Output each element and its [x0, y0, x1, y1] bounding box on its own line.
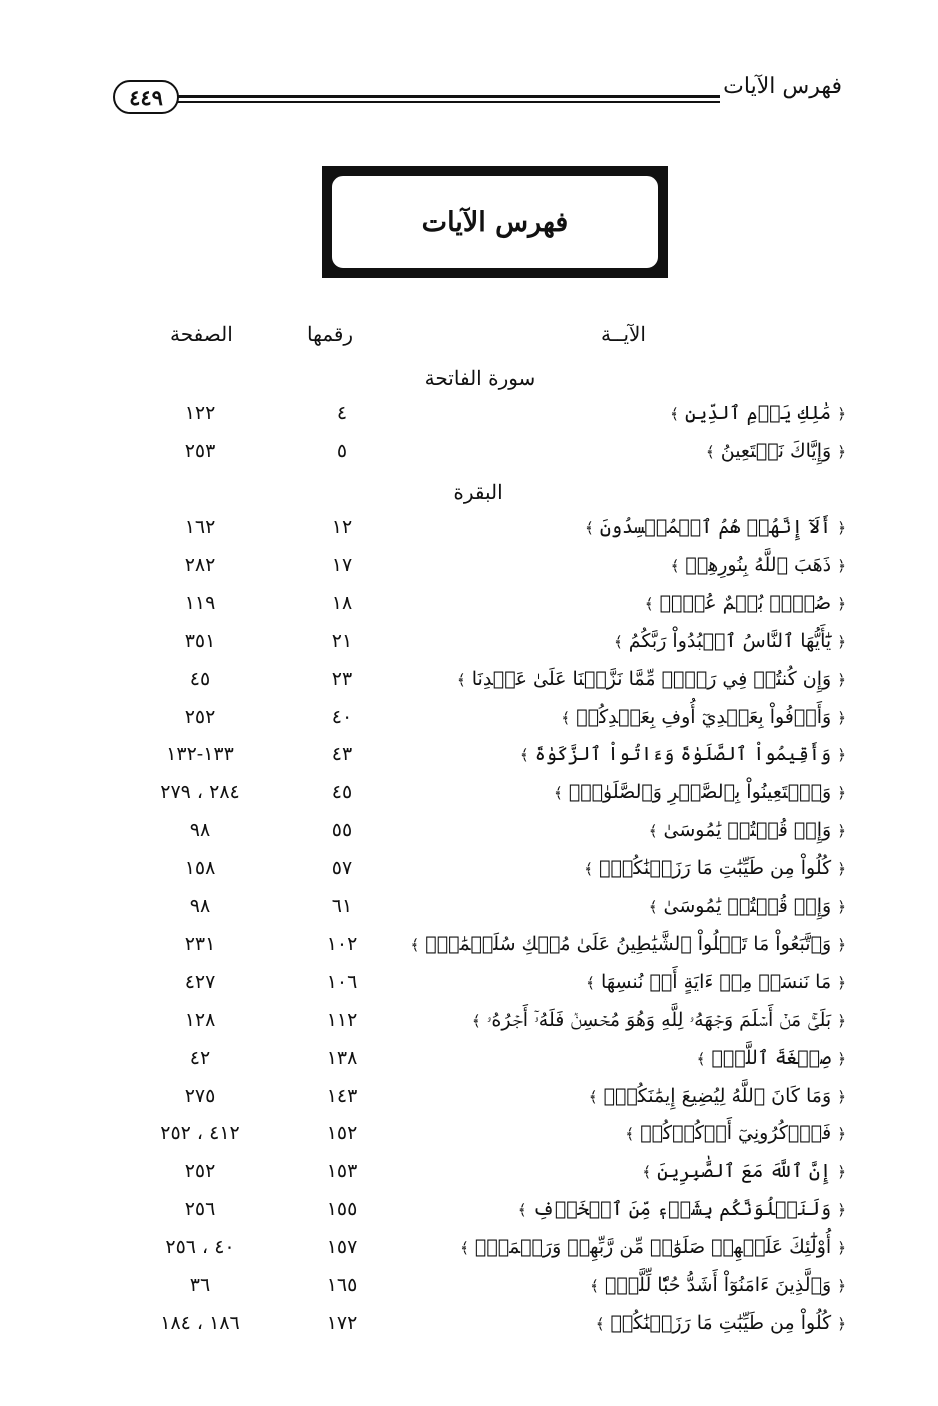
page-reference: ٣٦	[189, 1274, 211, 1296]
ornate-bracket-close: ﴾	[584, 860, 594, 879]
verse-text	[649, 895, 846, 917]
ornate-bracket-close: ﴾	[642, 1163, 652, 1182]
ornate-bracket-open: ﴿	[837, 898, 846, 916]
verse-text-content: إِنَّ ٱللَّهَ مَعَ ٱلصَّٰبِرِينَ	[657, 1160, 832, 1183]
ornate-bracket-close: ﴾	[625, 1125, 635, 1144]
header-rule-thin	[170, 101, 720, 103]
verse-number: ٢٣	[331, 667, 353, 690]
table-row	[0, 819, 938, 849]
ornate-bracket-open: ﴿	[837, 670, 846, 689]
verse-text	[625, 1122, 846, 1144]
column-header-verse: الآيــة	[601, 322, 646, 346]
ornate-bracket-open: ﴿	[837, 1277, 846, 1295]
table-row	[0, 630, 938, 660]
verse-text	[614, 630, 846, 652]
ornate-bracket-open: ﴿	[837, 556, 846, 575]
table-row	[0, 1085, 938, 1115]
table-row	[0, 554, 938, 584]
verse-text	[645, 592, 846, 614]
table-row	[0, 402, 938, 432]
surah-heading: البقرة	[453, 480, 503, 504]
page-reference: ٢٥٢	[184, 1160, 216, 1183]
ornate-bracket-close: ﴾	[585, 519, 594, 537]
verse-text	[590, 1274, 846, 1296]
ornate-bracket-open: ﴿	[837, 935, 846, 954]
page-reference: ٢٨٤ ، ٢٧٩	[160, 781, 240, 804]
ornate-bracket-open: ﴿	[837, 973, 846, 992]
table-row	[0, 1198, 938, 1228]
ornate-bracket-open: ﴿	[837, 1125, 846, 1144]
table-row	[0, 1122, 938, 1152]
ornate-bracket-open: ﴿	[837, 1239, 846, 1258]
page-reference: ٩٨	[189, 819, 211, 842]
table-row	[0, 933, 938, 963]
page-reference: ١٦٢	[184, 516, 216, 538]
ornate-bracket-close: ﴾	[588, 1087, 598, 1106]
column-header-page: الصفحة	[170, 322, 233, 346]
ornate-bracket-close: ﴾	[517, 1201, 527, 1220]
verse-text	[460, 1236, 846, 1258]
verse-text	[589, 1085, 846, 1107]
verse-text	[697, 1047, 846, 1069]
table-row	[0, 895, 938, 925]
ornate-bracket-close: ﴾	[460, 1239, 469, 1258]
table-row	[0, 1236, 938, 1266]
verse-text-content: وَإِن كُنتُمۡ فِي رَيۡبٖ مِّمَّا نَزَّلۡنَا عَلَىٰ عَبۡدِنَا	[471, 667, 832, 690]
verse-text-content: وَأَقِيمُواْ ٱلصَّلَوٰةَ وَءَاتُواْ ٱلزَّكَوٰةَ	[534, 743, 832, 766]
verse-text-content: يَٰٓأَيُّهَا ٱلنَّاسُ ٱعۡبُدُواْ رَبَّكُمُ	[628, 629, 832, 652]
verse-number: ٤٠	[331, 705, 353, 728]
ornate-bracket-close: ﴾	[648, 822, 658, 841]
verse-text-content: كُلُواْ مِن طَيِّبَٰتِ مَا رَزَقۡنَٰكُمۡ	[610, 1311, 832, 1334]
verse-number: ٤	[336, 402, 348, 424]
page-reference: ١٢٢	[184, 402, 216, 424]
verse-number: ١٦٥	[326, 1274, 358, 1296]
verse-text	[584, 857, 846, 879]
ornate-bracket-close: ﴾	[590, 1277, 599, 1295]
ornate-bracket-open: ﴿	[837, 1201, 846, 1220]
verse-text-content: وَلَنَبۡلُوَنَّكُم بِشَيۡءٖ مِّنَ ٱلۡخَوۡفِ	[532, 1198, 832, 1221]
ornate-bracket-close: ﴾	[595, 1314, 605, 1333]
page-reference: ٤١٢ ، ٢٥٢	[160, 1122, 240, 1145]
verse-number: ١٥٣	[326, 1160, 358, 1183]
table-row	[0, 1047, 938, 1077]
table-row	[0, 668, 938, 698]
table-row	[0, 440, 938, 470]
verse-text	[518, 1198, 846, 1220]
page-reference: ٢٥٢	[184, 705, 216, 728]
ornate-bracket-open: ﴿	[837, 632, 846, 651]
verse-text	[585, 516, 846, 538]
ornate-bracket-open: ﴿	[837, 1163, 846, 1182]
verse-number: ١٠٢	[326, 932, 358, 955]
verse-number: ٤٣	[331, 743, 353, 766]
verse-text	[410, 933, 846, 955]
table-row	[0, 781, 938, 811]
verse-number: ٥	[336, 439, 348, 462]
ornate-bracket-open: ﴿	[837, 405, 846, 423]
ornate-bracket-close: ﴾	[613, 632, 623, 651]
ornate-bracket-close: ﴾	[456, 670, 466, 689]
verse-text	[472, 1009, 846, 1031]
ornate-bracket-open: ﴿	[837, 822, 846, 841]
verse-number: ١١٢	[326, 1008, 358, 1031]
verse-text	[670, 402, 846, 424]
verse-number: ١٥٧	[326, 1236, 358, 1259]
page-reference: ١٥٨	[184, 857, 216, 880]
ornate-bracket-open: ﴿	[837, 1314, 846, 1333]
verse-text	[642, 1160, 846, 1182]
page-reference: ١٣٣-١٣٢	[166, 743, 234, 766]
page-reference: ٤٠ ، ٢٥٦	[165, 1236, 235, 1259]
verse-text	[561, 706, 846, 728]
verse-text-content: وَٱلَّذِينَ ءَامَنُوٓاْ أَشَدُّ حُبّٗا لِّلَّهِۗ	[604, 1274, 832, 1296]
page-reference: ٢٧٥	[184, 1084, 216, 1107]
page-reference: ٢٨٢	[184, 553, 216, 576]
page-number: ٤٤٩	[113, 80, 179, 114]
table-row	[0, 1009, 938, 1039]
table-row	[0, 1312, 938, 1342]
ornate-bracket-close: ﴾	[410, 935, 420, 954]
verse-text-content: وَٱتَّبَعُواْ مَا تَتۡلُواْ ٱلشَّيَٰطِينُ عَلَىٰ مُلۡكِ سُلَيۡمَٰنَۖ	[425, 932, 832, 955]
verse-number: ٥٧	[331, 857, 353, 880]
verse-text	[706, 440, 846, 462]
table-row	[0, 706, 938, 736]
title-frame	[322, 166, 668, 278]
surah-heading: سورة الفاتحة	[424, 366, 536, 390]
header-rule	[170, 95, 720, 98]
table-row	[0, 1160, 938, 1190]
verse-text	[586, 971, 846, 993]
table-row	[0, 743, 938, 773]
ornate-bracket-close: ﴾	[648, 898, 658, 916]
page-title: فهرس الآيات	[421, 206, 569, 238]
verse-number: ١٧	[331, 553, 353, 576]
title-frame-inner	[329, 173, 661, 271]
verse-number: ١٥٥	[326, 1198, 358, 1221]
ornate-bracket-close: ﴾	[705, 442, 715, 461]
ornate-bracket-open: ﴿	[837, 519, 846, 537]
ornate-bracket-close: ﴾	[586, 973, 595, 992]
ornate-bracket-close: ﴾	[670, 405, 679, 423]
verse-text-content: وَإِذۡ قُلۡتُمۡ يَٰمُوسَىٰ	[663, 819, 832, 842]
verse-number: ١٥٢	[326, 1122, 358, 1145]
ornate-bracket-close: ﴾	[696, 1049, 706, 1068]
verse-text	[554, 781, 846, 803]
page-reference: ١٢٨	[184, 1008, 216, 1031]
ornate-bracket-open: ﴿	[837, 860, 846, 879]
ornate-bracket-open: ﴿	[837, 784, 846, 803]
ornate-bracket-close: ﴾	[553, 784, 563, 803]
ornate-bracket-open: ﴿	[837, 1049, 846, 1068]
table-row	[0, 592, 938, 622]
verse-number: ١٧٢	[326, 1311, 358, 1334]
ornate-bracket-close: ﴾	[471, 1011, 481, 1030]
verse-text-content: فَٱذۡكُرُونِيٓ أَذۡكُرۡكُمۡ	[640, 1122, 832, 1145]
verse-text	[649, 819, 846, 841]
page-reference: ٣٥١	[184, 629, 216, 652]
verse-text	[596, 1312, 846, 1334]
verse-text-content: صُمُّۢ بُكۡمٌ عُمۡيٞ	[659, 591, 832, 614]
ornate-bracket-close: ﴾	[670, 556, 680, 575]
verse-text	[457, 668, 846, 690]
verse-text-content: وَإِذۡ قُلۡتُمۡ يَٰمُوسَىٰ	[663, 895, 832, 917]
verse-number: ١٨	[331, 591, 353, 614]
ornate-bracket-open: ﴿	[837, 442, 846, 461]
table-row	[0, 971, 938, 1001]
ornate-bracket-open: ﴿	[837, 594, 846, 613]
page-reference: ٤٢٧	[184, 970, 216, 993]
page-reference: ٢٥٣	[184, 439, 216, 462]
verse-number: ١٣٨	[326, 1046, 358, 1069]
page-reference: ٩٨	[189, 895, 211, 917]
verse-number: ٦١	[331, 895, 353, 917]
verse-text	[520, 743, 846, 765]
verse-text-content: وَٱسۡتَعِينُواْ بِٱلصَّبۡرِ وَٱلصَّلَوٰةِۚ	[568, 781, 832, 804]
verse-text-content: وَأَوۡفُواْ بِعَهۡدِيٓ أُوفِ بِعَهۡدِكُمۡ	[576, 705, 832, 728]
page-reference: ٢٣١	[184, 932, 216, 955]
page-reference: ١١٩	[184, 591, 216, 614]
page-reference: ٢٥٦	[184, 1198, 216, 1221]
verse-number: ٢١	[331, 629, 353, 652]
verse-number: ٥٥	[331, 819, 353, 842]
verse-number: ٤٥	[331, 781, 353, 804]
verse-text-content: ذَهَبَ ٱللَّهُ بِنُورِهِمۡ	[685, 553, 832, 576]
ornate-bracket-close: ﴾	[519, 746, 529, 765]
ornate-bracket-open: ﴿	[837, 708, 846, 727]
table-row	[0, 516, 938, 546]
verse-text-content: أَلَآ إِنَّهُمۡ هُمُ ٱلۡمُفۡسِدُونَ	[599, 516, 832, 538]
verse-text	[671, 554, 846, 576]
verse-text-content: وَإِيَّاكَ نَسۡتَعِينُ	[720, 439, 832, 462]
verse-number: ١٠٦	[326, 970, 358, 993]
ornate-bracket-open: ﴿	[837, 1011, 846, 1030]
ornate-bracket-open: ﴿	[837, 746, 846, 765]
verse-text-content: أُوْلَٰٓئِكَ عَلَيۡهِمۡ صَلَوَٰتٞ مِّن رَّبِّهِمۡ وَرَحۡمَةٞۖ	[474, 1236, 832, 1259]
column-header-number: رقمها	[307, 322, 354, 346]
verse-text-content: وَمَا كَانَ ٱللَّهُ لِيُضِيعَ إِيمَٰنَكُمۡۚ	[603, 1084, 832, 1107]
page-reference: ١٨٦ ، ١٨٤	[160, 1311, 240, 1334]
running-title: فهرس الآيات	[723, 74, 842, 99]
verse-number: ١٢	[331, 516, 353, 538]
verse-text-content: صِبۡغَةَ ٱللَّهِۖ	[711, 1046, 832, 1069]
verse-text-content: كُلُواْ مِن طَيِّبَٰتِ مَا رَزَقۡنَٰكُمۡۖ	[599, 857, 832, 880]
ornate-bracket-open: ﴿	[837, 1087, 846, 1106]
verse-text-content: مَا نَنسَخۡ مِنۡ ءَايَةٍ أَوۡ نُنسِهَا	[600, 970, 832, 993]
verse-text-content: بَلَىٰۚ مَنۡ أَسۡلَمَ وَجۡهَهُۥ لِلَّهِ وَهُوَ مُحۡسِنٞ فَلَهُۥٓ أَجۡرُهُۥ	[486, 1008, 832, 1031]
page-reference: ٤٢	[189, 1046, 211, 1069]
verse-number: ١٤٣	[326, 1084, 358, 1107]
table-row	[0, 1274, 938, 1304]
ornate-bracket-close: ﴾	[644, 594, 654, 613]
verse-text-content: مَٰلِكِ يَوۡمِ ٱلدِّينِ	[684, 402, 832, 424]
table-row	[0, 857, 938, 887]
ornate-bracket-close: ﴾	[561, 708, 571, 727]
page-reference: ٤٥	[189, 667, 211, 690]
